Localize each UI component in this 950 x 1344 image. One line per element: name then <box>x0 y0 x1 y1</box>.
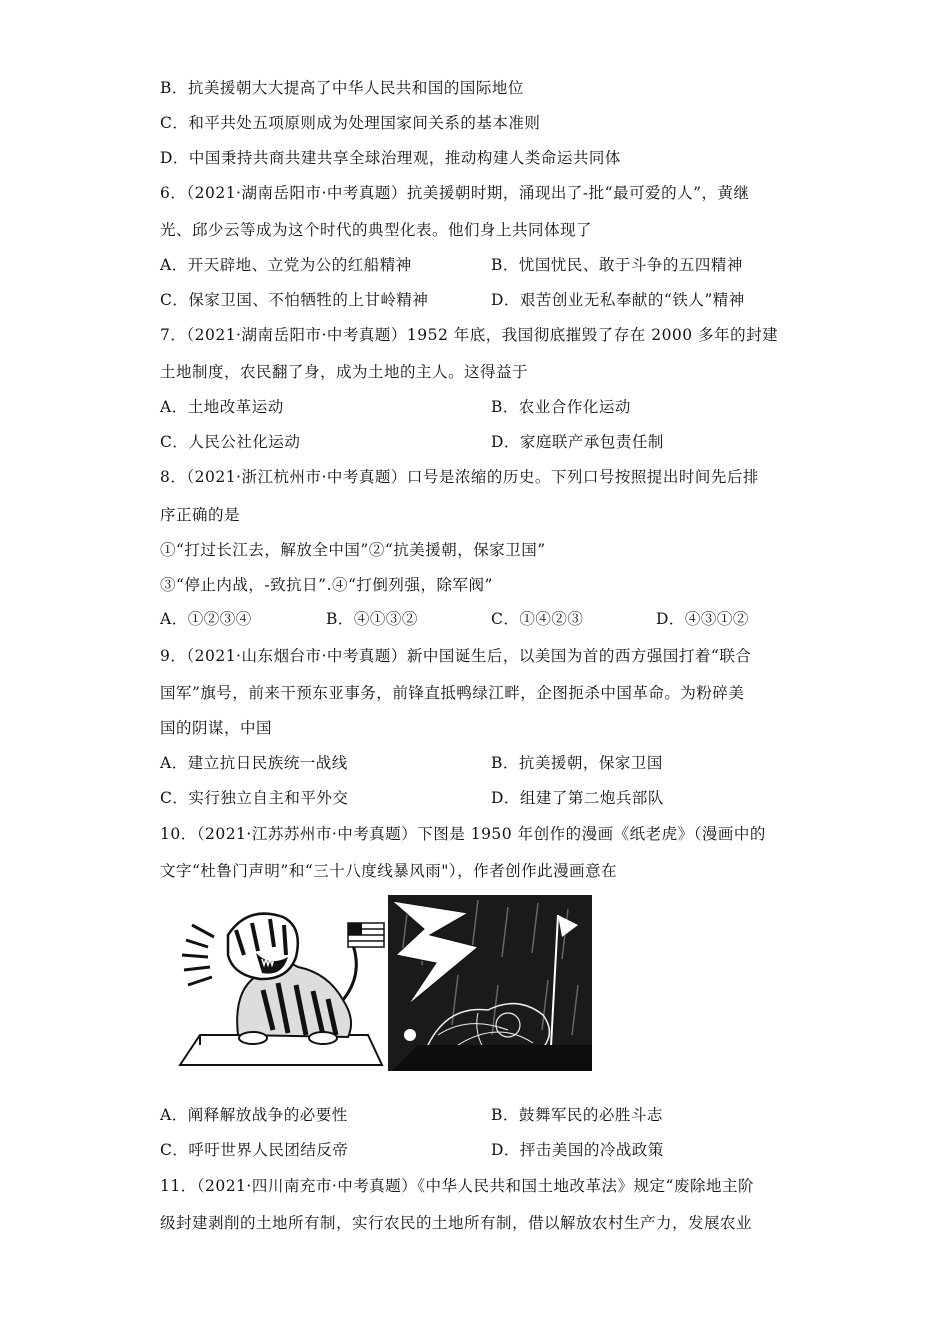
q9-stem-line-2: 国军”旗号，前来干预东亚事务，前锋直抵鸭绿江畔，企图扼杀中国革命。为粉碎美 <box>160 684 745 702</box>
tiger-panel <box>178 895 386 1071</box>
storm-panel <box>388 895 592 1071</box>
q8-stem-line-1: 8．（2021·浙江杭州市·中考真题）口号是浓缩的历史。下列口号按照提出时间先后排 <box>160 468 759 486</box>
q8-option-b: B．④①③② <box>326 610 418 628</box>
q5-option-b: B．抗美援朝大大提高了中华人民共和国的国际地位 <box>160 79 524 97</box>
q5-option-d: D．中国秉持共商共建共享全球治理观，推动构建人类命运共同体 <box>160 149 621 167</box>
q9-option-a: A．建立抗日民族统一战线 <box>160 754 348 772</box>
paper-tiger-cartoon <box>178 895 592 1071</box>
q5-option-c: C．和平共处五项原则成为处理国家间关系的基本准则 <box>160 114 541 132</box>
q6-stem-line-1: 6．（2021·湖南岳阳市·中考真题）抗美援朝时期，涌现出了-批“最可爱的人”，黄继 <box>160 184 750 202</box>
q8-slogans-1: ①“打过长江去，解放全中国”②“抗美援朝，保家卫国” <box>160 541 546 559</box>
q6-option-b: B．忧国忧民、敢于斗争的五四精神 <box>491 256 743 274</box>
q9-option-d: D．组建了第二炮兵部队 <box>491 789 664 807</box>
q10-option-c: C．呼吁世界人民团结反帝 <box>160 1141 349 1159</box>
q7-option-c: C．人民公社化运动 <box>160 433 301 451</box>
q6-option-c: C．保家卫国、不怕牺牲的上甘岭精神 <box>160 291 429 309</box>
q8-option-d: D．④③①② <box>656 610 749 628</box>
q10-option-b: B．鼓舞军民的必胜斗志 <box>491 1106 663 1124</box>
q8-slogans-2: ③“停止内战，-致抗日”.④“打倒列强，除军阀” <box>160 576 493 594</box>
q9-stem-line-1: 9．（2021·山东烟台市·中考真题）新中国诞生后，以美国为首的西方强国打着“联合 <box>160 647 752 665</box>
q6-option-a: A．开天辟地、立党为公的红船精神 <box>160 256 412 274</box>
q6-stem-line-2: 光、邱少云等成为这个时代的典型化表。他们身上共同体现了 <box>160 221 593 239</box>
q10-stem-line-1: 10．（2021·江苏苏州市·中考真题）下图是 1950 年创作的漫画《纸老虎》（漫画中的 <box>160 825 766 843</box>
q7-option-b: B．农业合作化运动 <box>491 398 631 416</box>
q7-stem-line-2: 土地制度，农民翻了身，成为土地的主人。这得益于 <box>160 363 529 381</box>
q8-option-c: C．①④②③ <box>491 610 584 628</box>
q10-stem-line-2: 文字“杜鲁门声明”和“三十八度线暴风雨"），作者创作此漫画意在 <box>160 862 618 880</box>
q11-stem-line-1: 11．（2021·四川南充市·中考真题）《中华人民共和国土地改革法》规定“废除地主阶 <box>160 1177 754 1195</box>
q8-stem-line-2: 序正确的是 <box>160 506 241 524</box>
q9-option-c: C．实行独立自主和平外交 <box>160 789 349 807</box>
q9-option-b: B．抗美援朝，保家卫国 <box>491 754 663 772</box>
q8-option-a: A．①②③④ <box>160 610 252 628</box>
q7-stem-line-1: 7．（2021·湖南岳阳市·中考真题）1952 年底，我国彻底摧毁了存在 2000 多年的封建 <box>160 326 779 344</box>
q9-stem-line-3: 国的阴谋，中国 <box>160 719 273 737</box>
q6-option-d: D．艰苦创业无私奉献的“铁人”精神 <box>491 291 745 309</box>
q7-option-a: A．土地改革运动 <box>160 398 284 416</box>
q11-stem-line-2: 级封建剥削的土地所有制，实行农民的土地所有制，借以解放农村生产力，发展农业 <box>160 1214 753 1232</box>
q10-option-d: D．抨击美国的冷战政策 <box>491 1141 664 1159</box>
q7-option-d: D．家庭联产承包责任制 <box>491 433 664 451</box>
q10-option-a: A．阐释解放战争的必要性 <box>160 1106 348 1124</box>
